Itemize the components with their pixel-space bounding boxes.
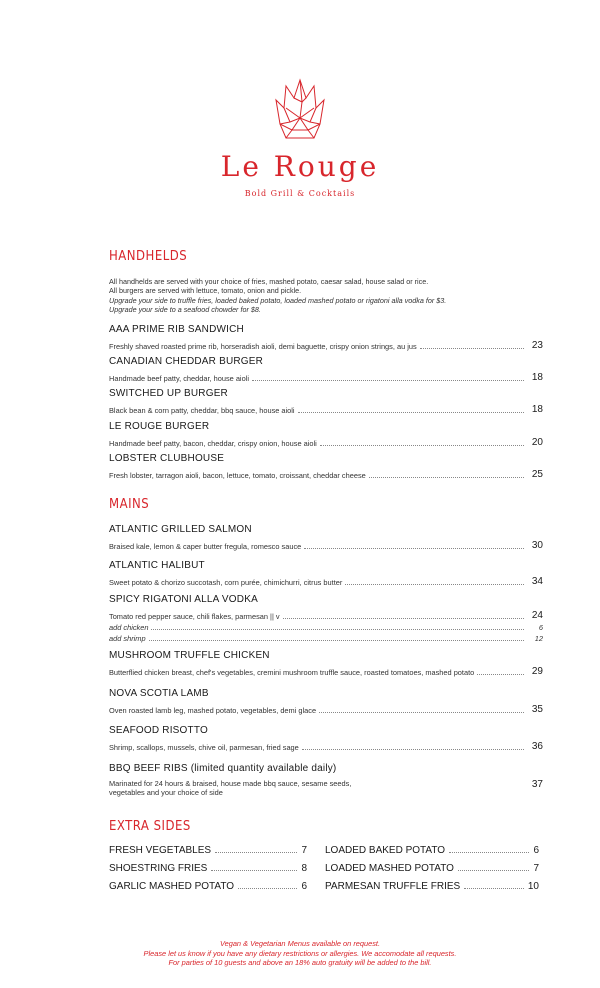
menu-item — [109, 763, 543, 797]
item-desc: Oven roasted lamb leg, mashed potato, vegetables, demi glace — [109, 706, 317, 715]
flame-icon — [272, 78, 328, 144]
side-item — [109, 881, 307, 892]
side-price: 10 — [527, 881, 539, 892]
item-desc-line: Marinated for 24 hours & braised, house made bbq sauce, sesame seeds, — [109, 779, 352, 788]
item-desc: Black bean & corn patty, cheddar, bbq sauce, house aioli — [109, 406, 295, 415]
item-price: 25 — [531, 469, 543, 480]
addon-label: add shrimp — [109, 634, 146, 643]
side-price: 8 — [301, 863, 307, 874]
menu-item — [109, 688, 543, 715]
item-price: 30 — [531, 540, 543, 551]
side-name: GARLIC MASHED POTATO — [109, 881, 235, 892]
side-item — [325, 863, 539, 874]
item-price: 29 — [531, 666, 543, 677]
upgrade-line: Upgrade your side to a seafood chowder for $8. — [109, 305, 261, 315]
item-desc: Handmade beef patty, cheddar, house aioli — [109, 374, 249, 383]
item-price: 20 — [531, 437, 543, 448]
item-price: 34 — [531, 576, 543, 587]
upgrade-line: Upgrade your side to truffle fries, loaded baked potato, loaded mashed potato or rigatoni alla vodka for $3. — [109, 295, 447, 305]
item-desc: Sweet potato & chorizo succotash, corn purée, chimichurri, citrus butter — [109, 578, 343, 587]
item-name: SPICY RIGATONI ALLA VODKA — [109, 594, 258, 605]
item-price: 35 — [531, 704, 543, 715]
item-name: AAA PRIME RIB SANDWICH — [109, 324, 244, 335]
side-item — [109, 845, 307, 856]
menu-item — [109, 356, 543, 383]
item-price: 36 — [531, 741, 543, 752]
item-desc: Fresh lobster, tarragon aioli, bacon, lettuce, tomato, croissant, cheddar cheese — [109, 471, 366, 480]
item-name: ATLANTIC GRILLED SALMON — [109, 524, 252, 535]
item-price: 24 — [531, 610, 543, 621]
addon-price: 12 — [534, 634, 543, 643]
brand-tagline: Bold Grill & Cocktails — [244, 189, 356, 198]
menu-item — [109, 324, 543, 351]
menu-item — [109, 524, 543, 551]
footer-line: Please let us know if you have any dietary restrictions or allergies. We accomodate all requests. — [143, 948, 457, 958]
item-desc: Tomato red pepper sauce, chili flakes, parmesan || v — [109, 612, 280, 621]
handhelds-intro — [109, 277, 549, 315]
item-price: 23 — [531, 340, 543, 351]
side-price: 7 — [533, 863, 539, 874]
menu-item — [109, 453, 543, 480]
side-price: 6 — [533, 845, 539, 856]
item-desc: Braised kale, lemon & caper butter fregula, romesco sauce — [109, 542, 302, 551]
item-desc-line: vegetables and your choice of side — [109, 788, 223, 797]
item-desc: Handmade beef patty, bacon, cheddar, crispy onion, house aioli — [109, 439, 317, 448]
menu-item — [109, 725, 543, 752]
side-name: SHOESTRING FRIES — [109, 863, 208, 874]
side-name: FRESH VEGETABLES — [109, 845, 212, 856]
brand-name: Le Rouge — [220, 150, 380, 183]
side-name: PARMESAN TRUFFLE FRIES — [325, 881, 461, 892]
handhelds-title: HANDHELDS — [109, 249, 188, 264]
side-price: 7 — [301, 845, 307, 856]
intro-line: All handhelds are served with your choice of fries, mashed potato, caesar salad, house salad or rice. — [109, 277, 429, 286]
item-name: NOVA SCOTIA LAMB — [109, 688, 209, 699]
item-name: ATLANTIC HALIBUT — [109, 560, 205, 571]
side-name: LOADED MASHED POTATO — [325, 863, 454, 874]
footer-line: Vegan & Vegetarian Menus available on request. — [219, 939, 381, 948]
item-desc: Freshly shaved roasted prime rib, horseradish aioli, demi baguette, crispy onion strings, au jus — [109, 342, 417, 351]
menu-item — [109, 650, 543, 677]
side-item — [325, 845, 539, 856]
intro-line: All burgers are served with lettuce, tomato, onion and pickle. — [109, 286, 302, 296]
mains-title: MAINS — [109, 497, 150, 512]
side-item — [109, 863, 307, 874]
footer-line: For parties of 10 guests and above an 18% auto gratuity will be added to the bill. — [168, 958, 432, 968]
item-name: BBQ BEEF RIBS (limited quantity available daily) — [109, 763, 337, 774]
side-price: 6 — [301, 881, 307, 892]
menu-item — [109, 560, 543, 587]
item-price: 37 — [531, 779, 543, 790]
item-name: SEAFOOD RISOTTO — [109, 725, 208, 736]
item-desc: Shrimp, scallops, mussels, chive oil, parmesan, fried sage — [109, 743, 299, 752]
menu-item — [109, 594, 543, 643]
item-price: 18 — [531, 404, 543, 415]
menu-item — [109, 388, 543, 415]
addon-label: add chicken — [109, 623, 149, 632]
sides-title: EXTRA SIDES — [109, 819, 191, 834]
menu-item — [109, 421, 543, 448]
item-name: CANADIAN CHEDDAR BURGER — [109, 356, 264, 367]
item-name: MUSHROOM TRUFFLE CHICKEN — [109, 650, 270, 661]
logo — [0, 78, 600, 198]
item-desc: Butterflied chicken breast, chef's vegetables, cremini mushroom truffle sauce, roasted tomatoes, mashed potato — [109, 668, 475, 677]
item-name: LOBSTER CLUBHOUSE — [109, 453, 225, 464]
footer-notes — [0, 939, 600, 968]
side-item — [325, 881, 539, 892]
item-name: LE ROUGE BURGER — [109, 421, 210, 432]
item-price: 18 — [531, 372, 543, 383]
item-desc — [109, 779, 351, 797]
addon-price: 6 — [538, 623, 543, 632]
side-name: LOADED BAKED POTATO — [325, 845, 446, 856]
item-name: SWITCHED UP BURGER — [109, 388, 228, 399]
